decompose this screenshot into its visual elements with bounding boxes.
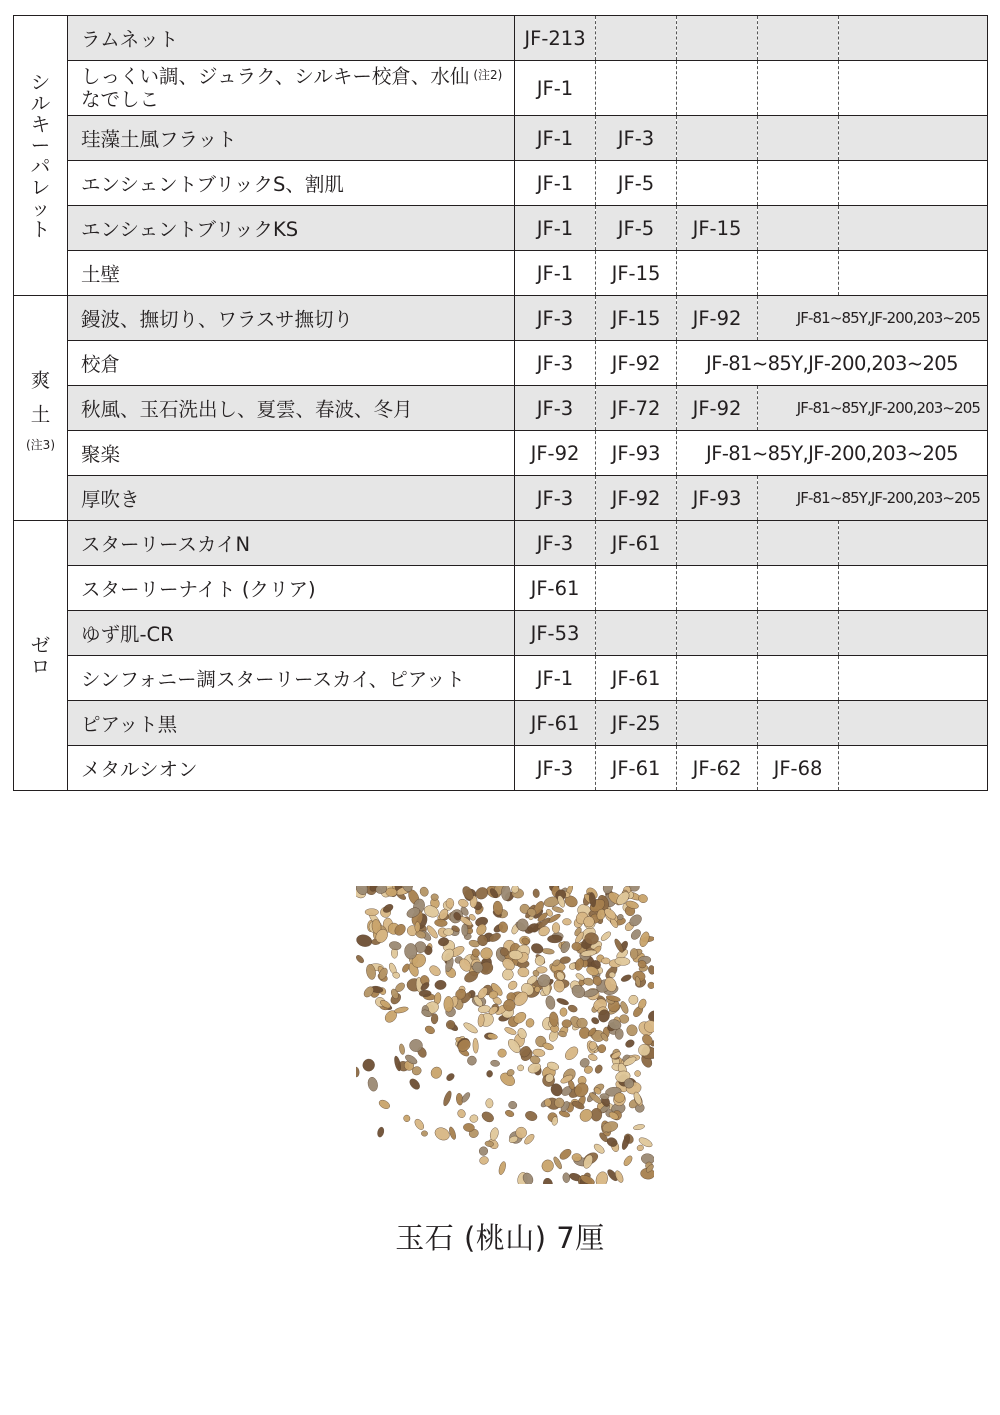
joint-filler-code: JF-3 xyxy=(515,386,596,431)
stone-pebble xyxy=(421,1131,428,1137)
joint-filler-code: JF-61 xyxy=(596,656,677,701)
stone-pebble xyxy=(444,996,453,1012)
joint-filler-code: JF-1 xyxy=(515,251,596,296)
group-label xyxy=(14,521,68,791)
joint-filler-code xyxy=(677,161,758,206)
stone-pebble xyxy=(365,908,379,915)
finish-name xyxy=(68,251,515,296)
joint-filler-code: JF-92 xyxy=(677,386,758,431)
joint-filler-code: JF-15 xyxy=(596,296,677,341)
joint-filler-code xyxy=(839,566,988,611)
joint-filler-code xyxy=(758,251,839,296)
joint-filler-code: JF-61 xyxy=(596,521,677,566)
joint-filler-code: JF-61 xyxy=(596,746,677,791)
table-row xyxy=(14,566,988,611)
joint-filler-code xyxy=(839,656,988,701)
table-row xyxy=(14,521,988,566)
finish-name xyxy=(68,16,515,61)
group-label-char: パ xyxy=(30,155,51,178)
table-row xyxy=(14,251,988,296)
finish-name-text: 珪藻土風フラット xyxy=(81,128,237,151)
finish-name-text: シンフォニー調スターリースカイ、ピアット xyxy=(81,668,465,691)
joint-filler-code: JF-62 xyxy=(677,746,758,791)
joint-filler-code: JF-3 xyxy=(515,521,596,566)
finish-name xyxy=(68,566,515,611)
stone-pebble xyxy=(615,1028,623,1039)
finish-name xyxy=(68,431,515,476)
joint-filler-code: JF-1 xyxy=(515,206,596,251)
joint-filler-code: JF-92 xyxy=(677,296,758,341)
finish-name xyxy=(68,656,515,701)
table-row xyxy=(14,296,988,341)
joint-filler-code xyxy=(758,521,839,566)
joint-filler-code xyxy=(758,61,839,116)
joint-filler-code xyxy=(758,161,839,206)
joint-filler-code xyxy=(596,566,677,611)
group-label-char: 土 xyxy=(30,402,51,426)
joint-filler-code: JF-25 xyxy=(596,701,677,746)
finish-name-text: メタルシオン xyxy=(81,758,198,781)
finish-name-text: 厚吹き xyxy=(81,488,140,511)
stone-pebble xyxy=(446,898,454,908)
joint-filler-code xyxy=(839,251,988,296)
group-label-char: ト xyxy=(30,218,51,242)
finish-name xyxy=(68,611,515,656)
stone-pebble xyxy=(486,1070,493,1077)
finish-name xyxy=(68,296,515,341)
stone-aggregate-photo xyxy=(356,886,654,1184)
joint-filler-code: JF-81~85Y,JF-200,203~205 xyxy=(758,476,988,521)
table-row xyxy=(14,161,988,206)
joint-filler-code: JF-81~85Y,JF-200,203~205 xyxy=(758,296,988,341)
finish-note: (注2) xyxy=(473,68,503,82)
joint-filler-code: JF-3 xyxy=(515,746,596,791)
joint-filler-code xyxy=(677,701,758,746)
stone-pebble xyxy=(552,922,560,933)
finish-name-text: エンシェントブリックS、割肌 xyxy=(81,173,344,196)
stone-pebble xyxy=(516,1127,527,1138)
joint-filler-code xyxy=(677,521,758,566)
joint-filler-code: JF-81~85Y,JF-200,203~205 xyxy=(677,431,988,476)
joint-filler-code: JF-5 xyxy=(596,206,677,251)
joint-filler-code xyxy=(758,566,839,611)
finish-name-text: 鏝波、撫切り、ワラスサ撫切り xyxy=(81,308,354,331)
finish-name xyxy=(68,116,515,161)
stone-pebble xyxy=(562,1020,572,1028)
finish-name-text: ラムネット xyxy=(81,28,179,51)
finish-name-text: しっくい調、ジュラク、シルキー校倉、水仙 xyxy=(81,65,470,88)
joint-filler-code xyxy=(758,656,839,701)
joint-filler-code xyxy=(839,206,988,251)
table-row xyxy=(14,656,988,701)
stone-pebble xyxy=(560,1008,567,1017)
group-label-char: キ xyxy=(30,112,51,136)
joint-filler-code: JF-3 xyxy=(596,116,677,161)
joint-filler-code xyxy=(758,16,839,61)
group-label-char: ッ xyxy=(30,197,51,221)
table-row xyxy=(14,476,988,521)
table-row xyxy=(14,341,988,386)
finish-name xyxy=(68,746,515,791)
finish-name xyxy=(68,61,515,116)
table-row xyxy=(14,206,988,251)
joint-filler-code: JF-53 xyxy=(515,611,596,656)
joint-filler-code xyxy=(839,16,988,61)
group-label-char: ル xyxy=(30,91,51,115)
joint-filler-code xyxy=(677,656,758,701)
stone-pebble xyxy=(619,1015,629,1024)
stone-pebble xyxy=(638,1044,650,1056)
finish-name xyxy=(68,701,515,746)
joint-filler-code xyxy=(839,116,988,161)
finish-name xyxy=(68,161,515,206)
group-label-char: シ xyxy=(30,70,51,94)
finish-name-text: スターリースカイN xyxy=(81,533,251,556)
joint-filler-code: JF-3 xyxy=(515,341,596,386)
group-label-char: ゼ xyxy=(30,633,51,657)
joint-filler-code: JF-61 xyxy=(515,566,596,611)
joint-filler-code: JF-15 xyxy=(677,206,758,251)
joint-filler-code: JF-1 xyxy=(515,656,596,701)
joint-filler-code xyxy=(758,701,839,746)
joint-filler-code: JF-15 xyxy=(596,251,677,296)
table-row xyxy=(14,16,988,61)
joint-filler-code: JF-93 xyxy=(677,476,758,521)
finish-name-text: エンシェントブリックKS xyxy=(81,218,299,241)
finish-name-line2: なでしこ xyxy=(81,88,160,111)
finish-name-text: 校倉 xyxy=(81,353,121,376)
joint-filler-code: JF-3 xyxy=(515,296,596,341)
joint-filler-code xyxy=(596,16,677,61)
joint-filler-code xyxy=(677,251,758,296)
finish-name-text: 秋風、玉石洗出し、夏雲、春波、冬月 xyxy=(81,398,413,421)
table-row xyxy=(14,116,988,161)
joint-filler-code: JF-1 xyxy=(515,61,596,116)
stone-pebble xyxy=(535,986,541,992)
joint-filler-code: JF-93 xyxy=(596,431,677,476)
joint-filler-code xyxy=(839,746,988,791)
group-label-char: ロ xyxy=(30,655,51,678)
stone-pebble xyxy=(600,1093,610,1099)
joint-filler-code: JF-92 xyxy=(596,341,677,386)
stone-pebble xyxy=(501,886,510,901)
joint-filler-code xyxy=(839,611,988,656)
joint-filler-code xyxy=(677,566,758,611)
finish-name xyxy=(68,476,515,521)
finish-name-text: ゆず肌-CR xyxy=(81,623,174,646)
joint-filler-code xyxy=(596,61,677,116)
table-row xyxy=(14,611,988,656)
joint-filler-code: JF-81~85Y,JF-200,203~205 xyxy=(677,341,988,386)
joint-filler-code: JF-81~85Y,JF-200,203~205 xyxy=(758,386,988,431)
joint-filler-code xyxy=(677,61,758,116)
joint-filler-code xyxy=(758,611,839,656)
finish-name xyxy=(68,341,515,386)
finish-name xyxy=(68,206,515,251)
stone-pebble xyxy=(562,918,571,925)
joint-filler-code xyxy=(677,611,758,656)
joint-filler-code: JF-68 xyxy=(758,746,839,791)
stone-pebble xyxy=(630,948,638,959)
group-label xyxy=(14,296,68,521)
joint-filler-code: JF-3 xyxy=(515,476,596,521)
joint-filler-code xyxy=(677,116,758,161)
stone-pebble xyxy=(544,1099,551,1107)
joint-filler-code: JF-61 xyxy=(515,701,596,746)
joint-filler-code xyxy=(839,61,988,116)
joint-filler-code: JF-1 xyxy=(515,161,596,206)
stone-pebble xyxy=(431,893,439,900)
group-label-char: レ xyxy=(30,176,51,200)
joint-filler-code xyxy=(596,611,677,656)
group-note: (注3) xyxy=(26,437,55,452)
finish-name-text: 聚楽 xyxy=(81,443,121,466)
joint-filler-code: JF-5 xyxy=(596,161,677,206)
joint-filler-code: JF-1 xyxy=(515,116,596,161)
table-row xyxy=(14,386,988,431)
stone-pebble xyxy=(415,922,420,932)
finish-name-text: ピアット黒 xyxy=(81,713,178,736)
joint-filler-code xyxy=(677,16,758,61)
joint-filler-code: JF-92 xyxy=(515,431,596,476)
joint-filler-code xyxy=(758,116,839,161)
joint-filler-code xyxy=(839,521,988,566)
finish-name xyxy=(68,386,515,431)
table-row xyxy=(14,746,988,791)
table-row xyxy=(14,701,988,746)
joint-filler-code xyxy=(839,161,988,206)
group-label xyxy=(14,16,68,296)
joint-filler-code: JF-72 xyxy=(596,386,677,431)
group-label-char: 爽 xyxy=(30,369,51,393)
group-label-char: ー xyxy=(30,133,51,157)
joint-filler-code: JF-92 xyxy=(596,476,677,521)
joint-filler-code xyxy=(758,206,839,251)
finish-name xyxy=(68,521,515,566)
photo-caption: 玉石 (桃山) 7厘 xyxy=(395,1221,605,1255)
table-row xyxy=(14,61,988,116)
joint-filler-code: JF-213 xyxy=(515,16,596,61)
finish-name-text: スターリーナイト (クリア) xyxy=(81,578,316,601)
joint-filler-code xyxy=(839,701,988,746)
stone-pebble xyxy=(404,943,417,959)
table-row xyxy=(14,431,988,476)
finish-name-text: 土壁 xyxy=(81,263,121,286)
finish-spec-table xyxy=(13,15,988,791)
stone-pebble xyxy=(419,990,431,997)
